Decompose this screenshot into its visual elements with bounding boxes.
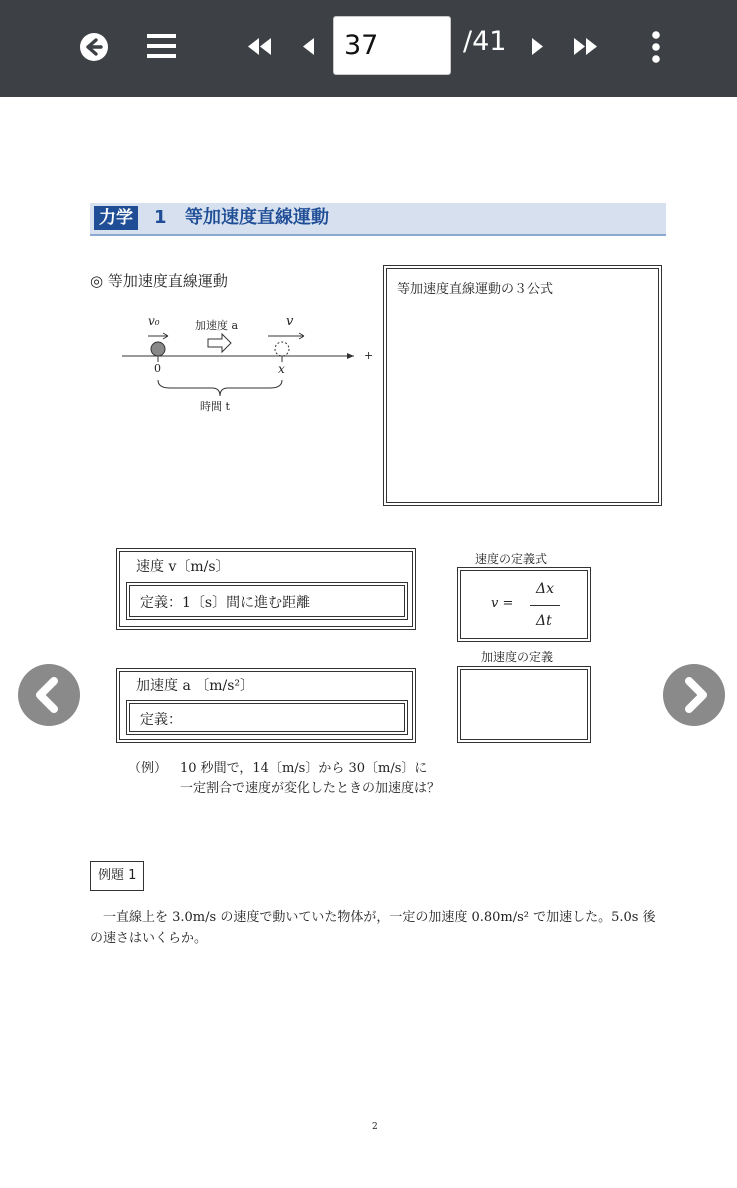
example-line-2: 一定割合で速度が変化したときの加速度は？ bbox=[180, 781, 441, 796]
origin-label: 0 bbox=[154, 362, 161, 375]
vertical-dots-icon[interactable] bbox=[649, 31, 663, 63]
velocity-formula-box bbox=[457, 567, 591, 642]
problem-label: 例題 1 bbox=[90, 861, 144, 891]
problem-text: 一直線上を 3.0m/s の速度で動いていた物体が，一定の加速度 0.80m/s² で加速した。5.0s 後の速さはいくらか。 bbox=[90, 910, 656, 946]
page-number: 2 bbox=[372, 1122, 378, 1132]
previous-page-button[interactable] bbox=[18, 664, 80, 726]
acceleration-label: 加速度 a bbox=[195, 319, 239, 332]
plus-direction-label: + bbox=[364, 349, 374, 362]
time-label: 時間 t bbox=[200, 400, 230, 413]
velocity-formula-denominator: Δt bbox=[536, 613, 552, 629]
velocity-definition: 定義：1〔s〕間に進む距離 bbox=[140, 595, 311, 611]
chapter-tag: 力学 bbox=[94, 206, 138, 230]
accel-def-label: 加速度の定義 bbox=[481, 650, 554, 664]
top-toolbar bbox=[0, 0, 737, 97]
velocity-definition-box bbox=[126, 582, 408, 620]
chevron-left-icon bbox=[18, 664, 80, 726]
accel-formula-box bbox=[457, 666, 591, 743]
acceleration-box-title: 加速度 a 〔m/s²〕 bbox=[136, 678, 255, 694]
example-label: （例） bbox=[128, 761, 168, 776]
velocity-formula-lhs: v = bbox=[491, 596, 514, 611]
back-arrow-circle-icon[interactable] bbox=[79, 32, 109, 62]
acceleration-definition: 定義： bbox=[140, 712, 182, 728]
acceleration-definition-box bbox=[126, 700, 408, 735]
velocity-box bbox=[116, 548, 416, 630]
chapter-header bbox=[90, 203, 666, 236]
first-page-icon[interactable] bbox=[248, 38, 272, 55]
page-number-input[interactable] bbox=[333, 16, 451, 75]
velocity-label: v bbox=[286, 314, 294, 329]
fraction-bar bbox=[530, 605, 560, 606]
acceleration-box bbox=[116, 668, 416, 743]
velocity-formula-numerator: Δx bbox=[536, 581, 555, 597]
example-line-1: 10 秒間で，14〔m/s〕から 30〔m/s〕に bbox=[180, 761, 428, 776]
initial-velocity-label: v₀ bbox=[148, 314, 160, 328]
chapter-title: 等加速度直線運動 bbox=[185, 207, 329, 228]
last-page-icon[interactable] bbox=[573, 38, 597, 55]
three-formulas-box bbox=[383, 265, 662, 506]
chapter-number: 1 bbox=[154, 207, 167, 228]
section-title: ◎ 等加速度直線運動 bbox=[90, 272, 228, 290]
hamburger-menu-icon[interactable] bbox=[147, 33, 176, 59]
velocity-def-label: 速度の定義式 bbox=[475, 552, 548, 566]
motion-diagram bbox=[118, 312, 380, 422]
velocity-box-title: 速度 v〔m/s〕 bbox=[136, 559, 230, 575]
previous-page-icon[interactable] bbox=[303, 38, 315, 55]
three-formulas-title: 等加速度直線運動の３公式 bbox=[397, 282, 554, 297]
next-page-icon[interactable] bbox=[531, 38, 543, 55]
position-x-label: x bbox=[278, 362, 285, 376]
next-page-button[interactable] bbox=[663, 664, 725, 726]
chevron-right-icon bbox=[663, 664, 725, 726]
page-total-label: /41 bbox=[463, 26, 507, 57]
